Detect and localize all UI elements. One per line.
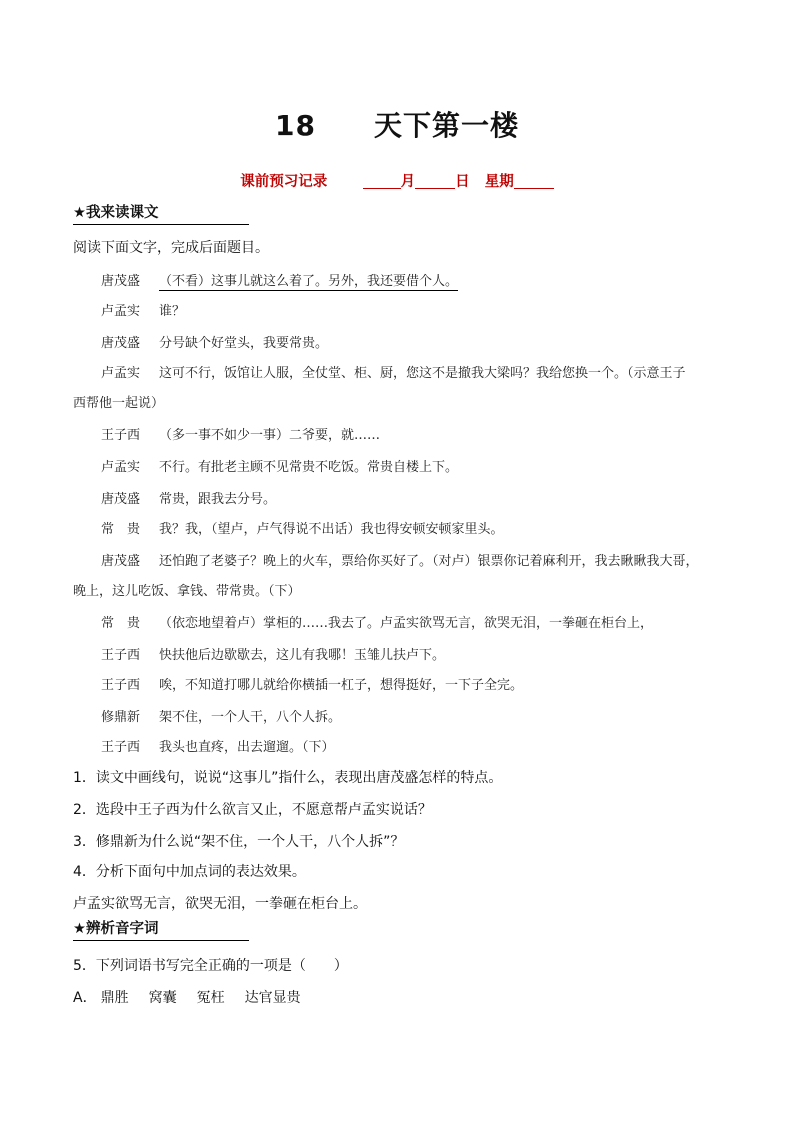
question-2: 2．选段中王子西为什么欲言又止，不愿意帮卢孟实说话？ (73, 802, 432, 818)
week-blank[interactable] (514, 174, 554, 189)
speaker-name: 唐茂盛 (101, 274, 141, 289)
month-label: 月 (400, 174, 416, 190)
section-heading-read: ★我来读课文 (73, 204, 249, 225)
lesson-number: 18 (275, 109, 316, 142)
speaker-name: 王子西 (101, 678, 141, 693)
dialogue-text: （多一事不如少一事）二爷要，就…… (159, 428, 381, 443)
option-word: 窝囊 (148, 990, 177, 1006)
dialogue-line (73, 738, 733, 758)
option-word: 达官显贵 (244, 990, 301, 1006)
dialogue-text: 还怕跑了老婆子？晚上的火车，票给你买好了。（对卢）银票你记着麻利开，我去瞅瞅我大哥， (159, 554, 699, 569)
speaker-name: 卢孟实 (101, 460, 141, 475)
dialogue-text: 谁？ (159, 304, 186, 319)
dialogue-line (73, 582, 733, 602)
speaker-name: 修鼎新 (101, 710, 141, 725)
section-heading-words: ★辨析音字词 (73, 920, 249, 941)
dialogue-line (73, 426, 733, 446)
lesson-title: 天下第一楼 (373, 109, 519, 142)
dialogue-text: 架不住，一个人干，八个人拆。 (159, 710, 342, 725)
dialogue-text: 常贵，跟我去分号。 (159, 492, 277, 507)
question-5-option-a (73, 988, 733, 1008)
page-title (0, 104, 794, 144)
option-word: 鼎胜 (100, 990, 129, 1006)
speaker-name: 王子西 (101, 740, 141, 755)
dialogue-line (73, 394, 733, 414)
dialogue-text: （依恋地望着卢）掌柜的……我去了。卢孟实欲骂无言，欲哭无泪，一拳砸在柜台上， (159, 616, 654, 631)
dialogue-line (73, 646, 733, 666)
day-label: 日 (455, 174, 470, 190)
dialogue-text: 这可不行，饭馆让人服，全仗堂、柜、厨，您这不是撤我大梁吗？我给您换一个。（示意王子 (159, 366, 686, 381)
dialogue-line (73, 334, 733, 354)
dialogue-text: 我？我，（望卢，卢气得说不出话）我也得安顿安顿家里头。 (159, 522, 504, 537)
dialogue-text: 唉，不知道打哪儿就给你横插一杠子，想得挺好，一下子全完。 (159, 678, 524, 693)
day-blank[interactable] (415, 174, 455, 189)
speaker-name: 王子西 (101, 428, 141, 443)
speaker-name: 王子西 (101, 648, 141, 663)
dialogue-line (73, 676, 733, 696)
preview-record-line (0, 170, 794, 191)
dialogue-line (73, 490, 733, 510)
option-word: 冤枉 (196, 990, 225, 1006)
speaker-name: 卢孟实 (101, 366, 141, 381)
dialogue-line (73, 552, 733, 572)
dialogue-text: 晚上，这儿吃饭、拿钱、带常贵。（下） (73, 584, 301, 599)
dialogue-text: 不行。有批老主顾不见常贵不吃饭。常贵自楼上下。 (159, 460, 459, 475)
speaker-name: 常 贵 (101, 522, 141, 537)
speaker-name: 唐茂盛 (101, 554, 141, 569)
dialogue-line (73, 708, 733, 728)
dialogue-line (73, 614, 733, 634)
option-letter: A． (73, 990, 97, 1006)
question-5: 5．下列词语书写完全正确的一项是（ ） (73, 958, 348, 974)
dialogue-line (73, 272, 733, 292)
dialogue-line (73, 520, 733, 540)
dialogue-text: 快扶他后边歇歇去，这儿有我哪！玉雏儿扶卢下。 (159, 648, 446, 663)
dialogue-line (73, 302, 733, 322)
week-label: 星期 (484, 174, 514, 190)
dialogue-text: 西帮他一起说） (73, 396, 165, 411)
dialogue-text: 分号缺个好堂头，我要常贵。 (159, 336, 329, 351)
question-4: 4．分析下面句中加点词的表达效果。 (73, 864, 306, 880)
speaker-name: 唐茂盛 (101, 492, 141, 507)
question-3: 3．修鼎新为什么说“架不住，一个人干，八个人拆”？ (73, 834, 405, 850)
dialogue-line (73, 364, 733, 384)
record-label: 课前预习记录 (240, 174, 328, 190)
speaker-name: 卢孟实 (101, 304, 141, 319)
month-blank[interactable] (363, 174, 401, 189)
question-1: 1．读文中画线句，说说“这事儿”指什么，表现出唐茂盛怎样的特点。 (73, 770, 503, 786)
dialogue-text: （不看）这事儿就这么着了。另外，我还要借个人。 (159, 274, 459, 289)
reading-intro: 阅读下面文字，完成后面题目。 (73, 240, 269, 256)
speaker-name: 唐茂盛 (101, 336, 141, 351)
speaker-name: 常 贵 (101, 616, 141, 631)
question-4-sentence: 卢孟实欲骂无言，欲哭无泪，一拳砸在柜台上。 (73, 896, 367, 912)
dialogue-line (73, 458, 733, 478)
dialogue-text: 我头也直疼，出去遛遛。（下） (159, 740, 335, 755)
